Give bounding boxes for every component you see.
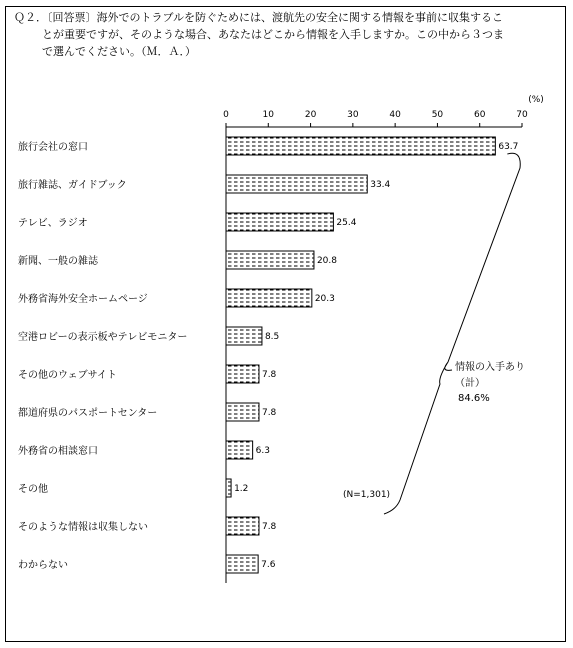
category-label-1: 旅行雑誌、ガイドブック [18,180,127,191]
category-label-3: 新聞、一般の雑誌 [18,256,98,267]
category-label-11: わからない [18,560,68,571]
value-label-9: 1.2 [234,484,249,494]
x-tick-label-2: 20 [304,110,317,120]
question-line-3: で選んでください。（Ｍ．Ａ．） [42,45,196,58]
bar-pattern-7 [227,404,259,421]
value-label-6: 7.8 [261,370,277,380]
value-label-5: 8.5 [264,332,280,342]
bar-pattern-6 [227,366,259,383]
annotation-line-2: （計） [455,378,485,389]
total-bracket [384,153,520,514]
category-label-7: 都道府県のパスポートセンター [18,408,158,419]
x-tick-label-4: 40 [389,110,401,120]
bar-pattern-0 [227,138,495,155]
unit-label: (%) [528,95,544,105]
bar-pattern-4 [227,290,312,307]
x-tick-label-5: 50 [431,110,444,120]
question-line-2: とが重要ですが、そのような場合、あなたはどこから情報を入手しますか。この中から３つま [42,28,504,41]
x-tick-label-6: 60 [473,110,486,120]
annotation-value: 84.6% [458,393,490,404]
category-label-8: 外務省の相談窓口 [18,446,98,457]
bar-pattern-5 [227,328,262,345]
x-tick-label-7: 70 [516,110,528,120]
bar-pattern-2 [227,214,333,231]
value-label-8: 6.3 [255,446,270,456]
bar-pattern-9 [227,480,231,497]
value-label-7: 7.8 [261,408,277,418]
value-label-4: 20.3 [314,294,335,304]
value-label-0: 63.7 [498,142,519,152]
category-label-10: そのような情報は収集しない [18,522,148,533]
category-label-6: その他のウェブサイト [18,370,117,381]
value-label-10: 7.8 [261,522,277,532]
category-label-2: テレビ、ラジオ [18,218,88,229]
category-label-5: 空港ロビーの表示板やテレビモニター [18,332,188,343]
bar-pattern-10 [227,518,259,535]
x-tick-label-1: 10 [262,110,275,120]
annotation-line-1: 情報の入手あり [455,362,525,373]
value-label-1: 33.4 [370,180,391,190]
bar-pattern-3 [227,252,314,269]
value-label-2: 25.4 [336,218,357,228]
category-label-4: 外務省海外安全ホームページ [18,294,148,305]
category-label-0: 旅行会社の窓口 [18,142,88,153]
sample-size: (N=1,301) [343,490,391,500]
x-tick-label-3: 30 [347,110,359,120]
value-label-3: 20.8 [316,256,338,266]
question-line-1: Ｑ２．〔回答票〕海外でのトラブルを防ぐためには、渡航先の安全に関する情報を事前に収集するこ [14,11,504,24]
value-label-11: 7.6 [261,560,276,570]
category-label-9: その他 [18,484,48,495]
x-tick-label-0: 0 [223,110,229,120]
bar-pattern-8 [227,442,253,459]
bar-pattern-11 [227,556,258,573]
bar-pattern-1 [227,176,367,193]
